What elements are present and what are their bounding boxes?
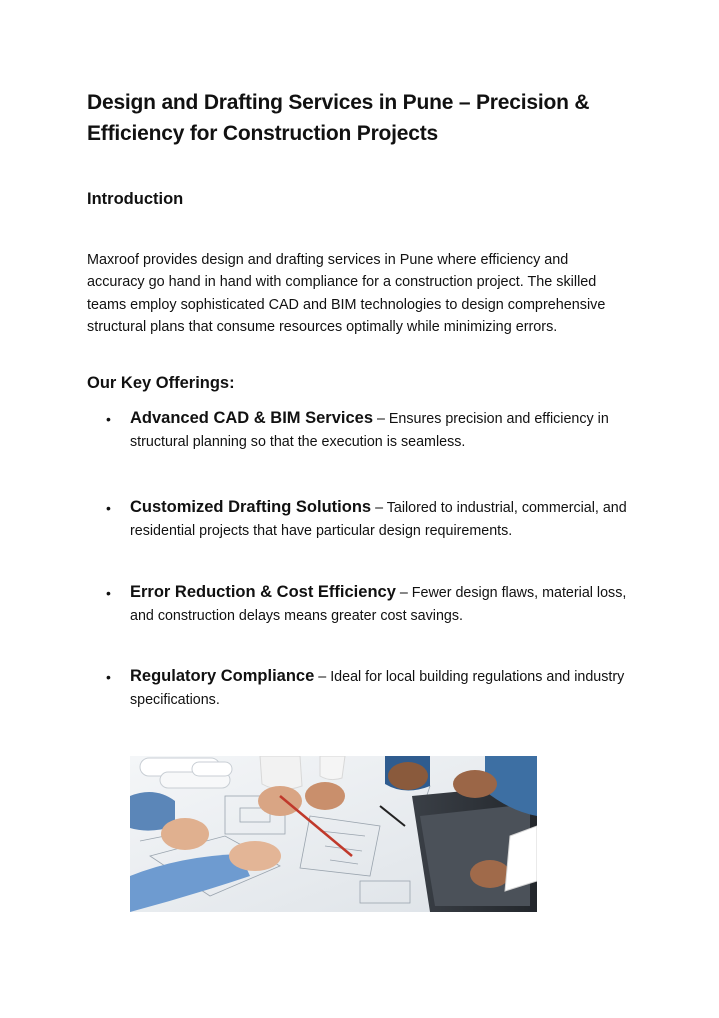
bullet-icon: • <box>106 411 111 427</box>
introduction-heading: Introduction <box>87 190 184 208</box>
offering-description: – Tailored to industrial, commercial, and residential projects that have particular design requirements. <box>130 500 627 539</box>
offering-description: – Fewer design flaws, material loss, and construction delays means greater cost savings. <box>130 585 627 624</box>
offering-name: Regulatory Compliance <box>130 667 315 685</box>
drafting-team-photo <box>130 756 537 912</box>
offering-name: Error Reduction & Cost Efficiency <box>130 583 396 601</box>
bullet-icon: • <box>106 585 111 601</box>
bullet-icon: • <box>106 500 111 516</box>
document-title: Design and Drafting Services in Pune – Precision & Efficiency for Construction Projects <box>87 91 590 145</box>
offering-name: Customized Drafting Solutions <box>130 498 372 516</box>
offering-description: – Ensures precision and efficiency in structural planning so that the execution is seamless. <box>130 411 609 450</box>
introduction-paragraph: Maxroof provides design and drafting services in Pune where efficiency and accuracy go hand in hand with compliance for a construction project. The skilled teams employ sophisticated CAD and BIM technologies to design comprehensive structural plans that consume resources optimally while minimizing errors. <box>87 252 606 335</box>
offering-name: Advanced CAD & BIM Services <box>130 409 373 427</box>
bullet-icon: • <box>106 669 111 685</box>
offerings-heading: Our Key Offerings: <box>87 374 235 392</box>
offering-description: – Ideal for local building regulations and industry specifications. <box>130 669 625 708</box>
